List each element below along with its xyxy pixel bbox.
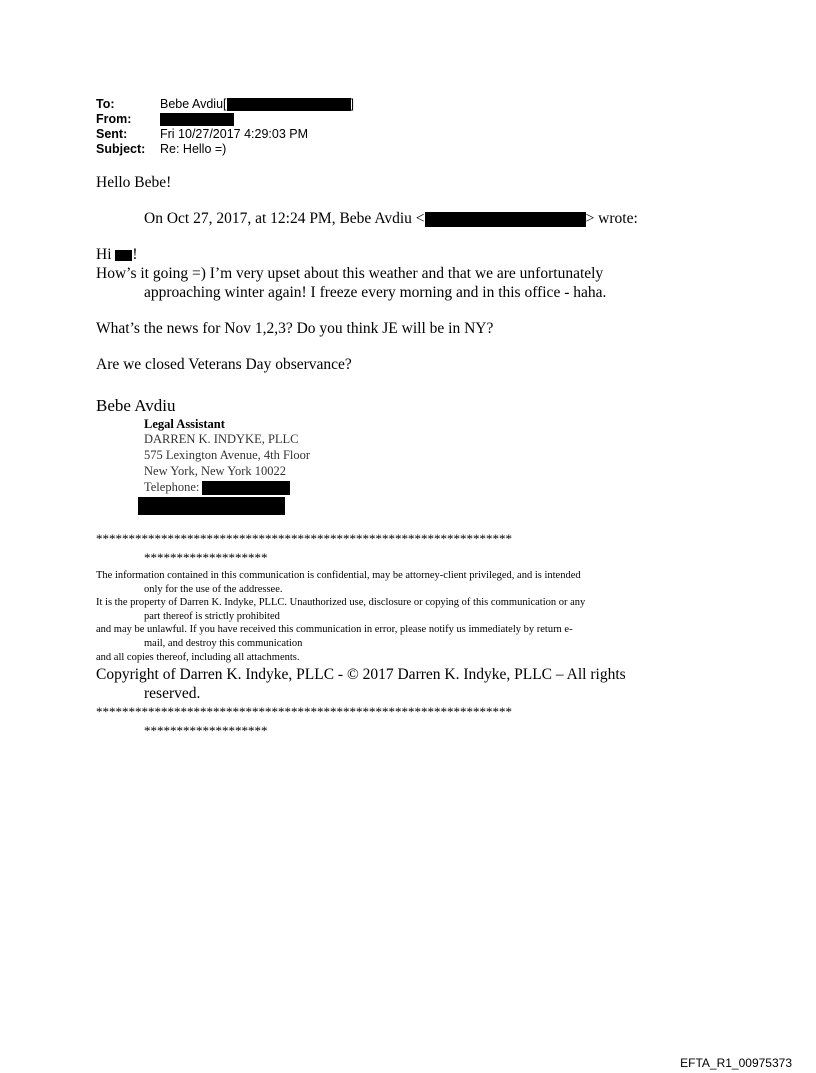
stars-divider-top: **************************************************************** — [96, 531, 512, 546]
disclaimer-line-2b: part thereof is strictly prohibited — [144, 611, 280, 622]
disclaimer-line-3b: mail, and destroy this communication — [144, 638, 303, 649]
subject-value: Re: Hello =) — [160, 142, 227, 156]
signature-telephone — [144, 480, 290, 495]
redaction-block — [115, 250, 132, 261]
quote-intro-prefix: On Oct 27, 2017, at 12:24 PM, Bebe Avdiu < — [144, 210, 425, 227]
disclaimer-line-1b: only for the use of the addressee. — [144, 584, 283, 595]
signature-company: DARREN K. INDYKE, PLLC — [144, 432, 299, 446]
sent-label: Sent: — [96, 127, 128, 141]
signature-name: Bebe Avdiu — [96, 396, 176, 415]
disclaimer-line-2: It is the property of Darren K. Indyke, PLLC. Unauthorized use, disclosure or copying of this communication or any — [96, 597, 586, 608]
to-row — [96, 96, 496, 112]
to-value — [160, 96, 354, 112]
to-value-prefix: Bebe Avdiu[ — [160, 97, 227, 111]
from-value — [160, 111, 234, 127]
signature-address-1: 575 Lexington Avenue, 4th Floor — [144, 448, 311, 462]
redaction-block — [138, 497, 285, 515]
to-label: To: — [96, 97, 115, 111]
subject-label: Subject: — [96, 142, 146, 156]
quote-intro — [144, 210, 638, 228]
telephone-label: Telephone: — [144, 480, 200, 494]
body-line-4: Are we closed Veterans Day observance? — [96, 356, 352, 373]
copyright-line-cont: reserved. — [144, 685, 201, 702]
hi-prefix: Hi — [96, 246, 112, 263]
body-line-2: approaching winter again! I freeze every morning and in this office - haha. — [144, 284, 607, 301]
disclaimer-line-4: and all copies thereof, including all attachments. — [96, 652, 300, 663]
document-id: EFTA_R1_00975373 — [680, 1056, 792, 1070]
greeting: Hello Bebe! — [96, 174, 172, 191]
stars-divider-bottom-cont: ******************* — [144, 723, 268, 738]
from-label: From: — [96, 112, 132, 126]
body-line-1: How’s it going =) I’m very upset about this weather and that we are unfortunately — [96, 265, 604, 282]
stars-divider-top-cont: ******************* — [144, 550, 268, 565]
quote-intro-suffix: > wrote: — [585, 210, 638, 227]
sent-row — [96, 126, 496, 142]
hi-line — [96, 246, 138, 264]
signature-title: Legal Assistant — [144, 417, 225, 431]
body-line-3: What’s the news for Nov 1,2,3? Do you think JE will be in NY? — [96, 320, 494, 337]
redaction-block — [202, 481, 290, 495]
sent-value: Fri 10/27/2017 4:29:03 PM — [160, 127, 309, 141]
subject-row — [96, 141, 496, 157]
from-row — [96, 111, 496, 127]
copyright-line: Copyright of Darren K. Indyke, PLLC - © 2017 Darren K. Indyke, PLLC – All rights — [96, 666, 626, 683]
redaction-block — [160, 113, 234, 126]
signature-address-2: New York, New York 10022 — [144, 464, 287, 478]
disclaimer-line-3: and may be unlawful. If you have received this communication in error, please notify us immediately by return e- — [96, 624, 573, 635]
hi-suffix: ! — [132, 246, 138, 263]
redaction-block — [425, 212, 586, 227]
to-value-suffix: ] — [350, 97, 354, 111]
disclaimer-line-1: The information contained in this communication is confidential, may be attorney-client privileged, and is intended — [96, 570, 581, 581]
stars-divider-bottom: **************************************************************** — [96, 704, 512, 719]
redaction-block — [227, 98, 351, 111]
